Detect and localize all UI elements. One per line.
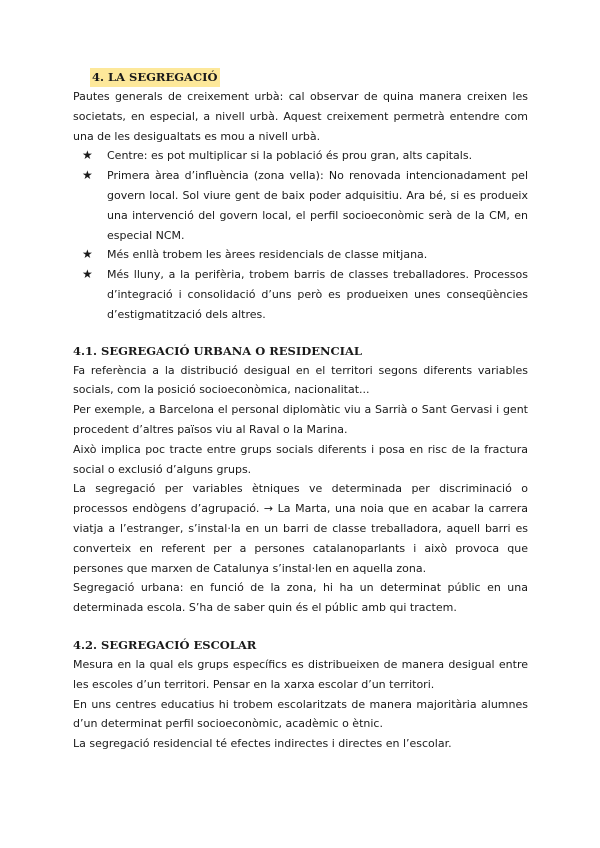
bullet-text: Més lluny, a la perifèria, trobem barris de classes treballadores. Processos d’integració i consolidació d’uns però es produeixen unes conseqüències d’estigmatització dels altres. [107, 268, 528, 321]
section-4-title: 4. LA SEGREGACIÓ [90, 68, 220, 87]
star-icon: ★ [82, 148, 93, 163]
star-icon: ★ [82, 168, 93, 183]
star-icon: ★ [82, 247, 93, 262]
bullet-item-centre [82, 146, 528, 166]
bullet-text: Centre: es pot multiplicar si la població és prou gran, alts capitals. [107, 149, 473, 163]
section-4 [73, 68, 528, 325]
section-4-1-paragraph-5: Segregació urbana: en funció de la zona, hi ha un determinat públic en una determinada escola. S’ha de saber quin és el públic amb qui tractem. [73, 581, 528, 615]
section-4-bullet-list [73, 146, 528, 324]
star-icon: ★ [82, 267, 93, 282]
section-4-2 [73, 636, 528, 754]
bullet-item-periferia [82, 265, 528, 324]
bullet-text: Més enllà trobem les àrees residencials de classe mitjana. [107, 248, 428, 262]
section-4-2-title: 4.2. SEGREGACIÓ ESCOLAR [73, 637, 257, 652]
section-4-1-paragraph-2: Per exemple, a Barcelona el personal diplomàtic viu a Sarrià o Sant Gervasi i gent procedent d’altres països viu al Raval o la Marina. [73, 403, 528, 436]
bullet-text: Primera àrea d’influència (zona vella): No renovada intencionadament pel govern local. Sol viure gent de baix poder adquisitiu. Ara bé, si es produeix una intervenció del govern local, el perfil socioeconòmic serà de la CM, en especial NCM. [107, 169, 528, 242]
section-4-1-paragraph-4: La segregació per variables ètniques ve determinada per discriminació o processos endògens d’agrupació. → La Marta, una noia que en acabar la carrera viatja a l’estranger, s’instal·la en un barri de classe treballadora, aquell barri es converteix en referent per a persones catalanoparlants i això provoca que persones que marxen de Catalunya s’instal·len en aquella zona. [73, 482, 528, 575]
section-4-1-title: 4.1. SEGREGACIÓ URBANA O RESIDENCIAL [73, 343, 363, 358]
document-page [73, 68, 528, 754]
bullet-item-primera-area [82, 166, 528, 245]
section-4-1 [73, 342, 528, 618]
section-4-2-paragraph-1: Mesura en la qual els grups específics es distribueixen de manera desigual entre les escoles d’un territori. Pensar en la xarxa escolar d’un territori. [73, 657, 528, 691]
section-4-1-paragraph-1: Fa referència a la distribució desigual en el territori segons diferents variables socials, com la posició socioeconòmica, nacionalitat... [73, 363, 528, 397]
section-4-2-paragraph-2: En uns centres educatius hi trobem escolaritzats de manera majoritària alumnes d’un determinat perfil socioeconòmic, acadèmic o ètnic. [73, 697, 528, 731]
section-4-intro: Pautes generals de creixement urbà: cal observar de quina manera creixen les societats, en especial, a nivell urbà. Aquest creixement permetrà entendre com una de les desigualtats es mou a nivell urbà. [73, 90, 528, 143]
section-4-2-paragraph-3: La segregació residencial té efectes indirectes i directes en l’escolar. [73, 737, 452, 751]
bullet-item-mes-enlla [82, 245, 528, 265]
section-4-1-paragraph-3: Això implica poc tracte entre grups socials diferents i posa en risc de la fractura social o exclusió d’alguns grups. [73, 442, 528, 476]
